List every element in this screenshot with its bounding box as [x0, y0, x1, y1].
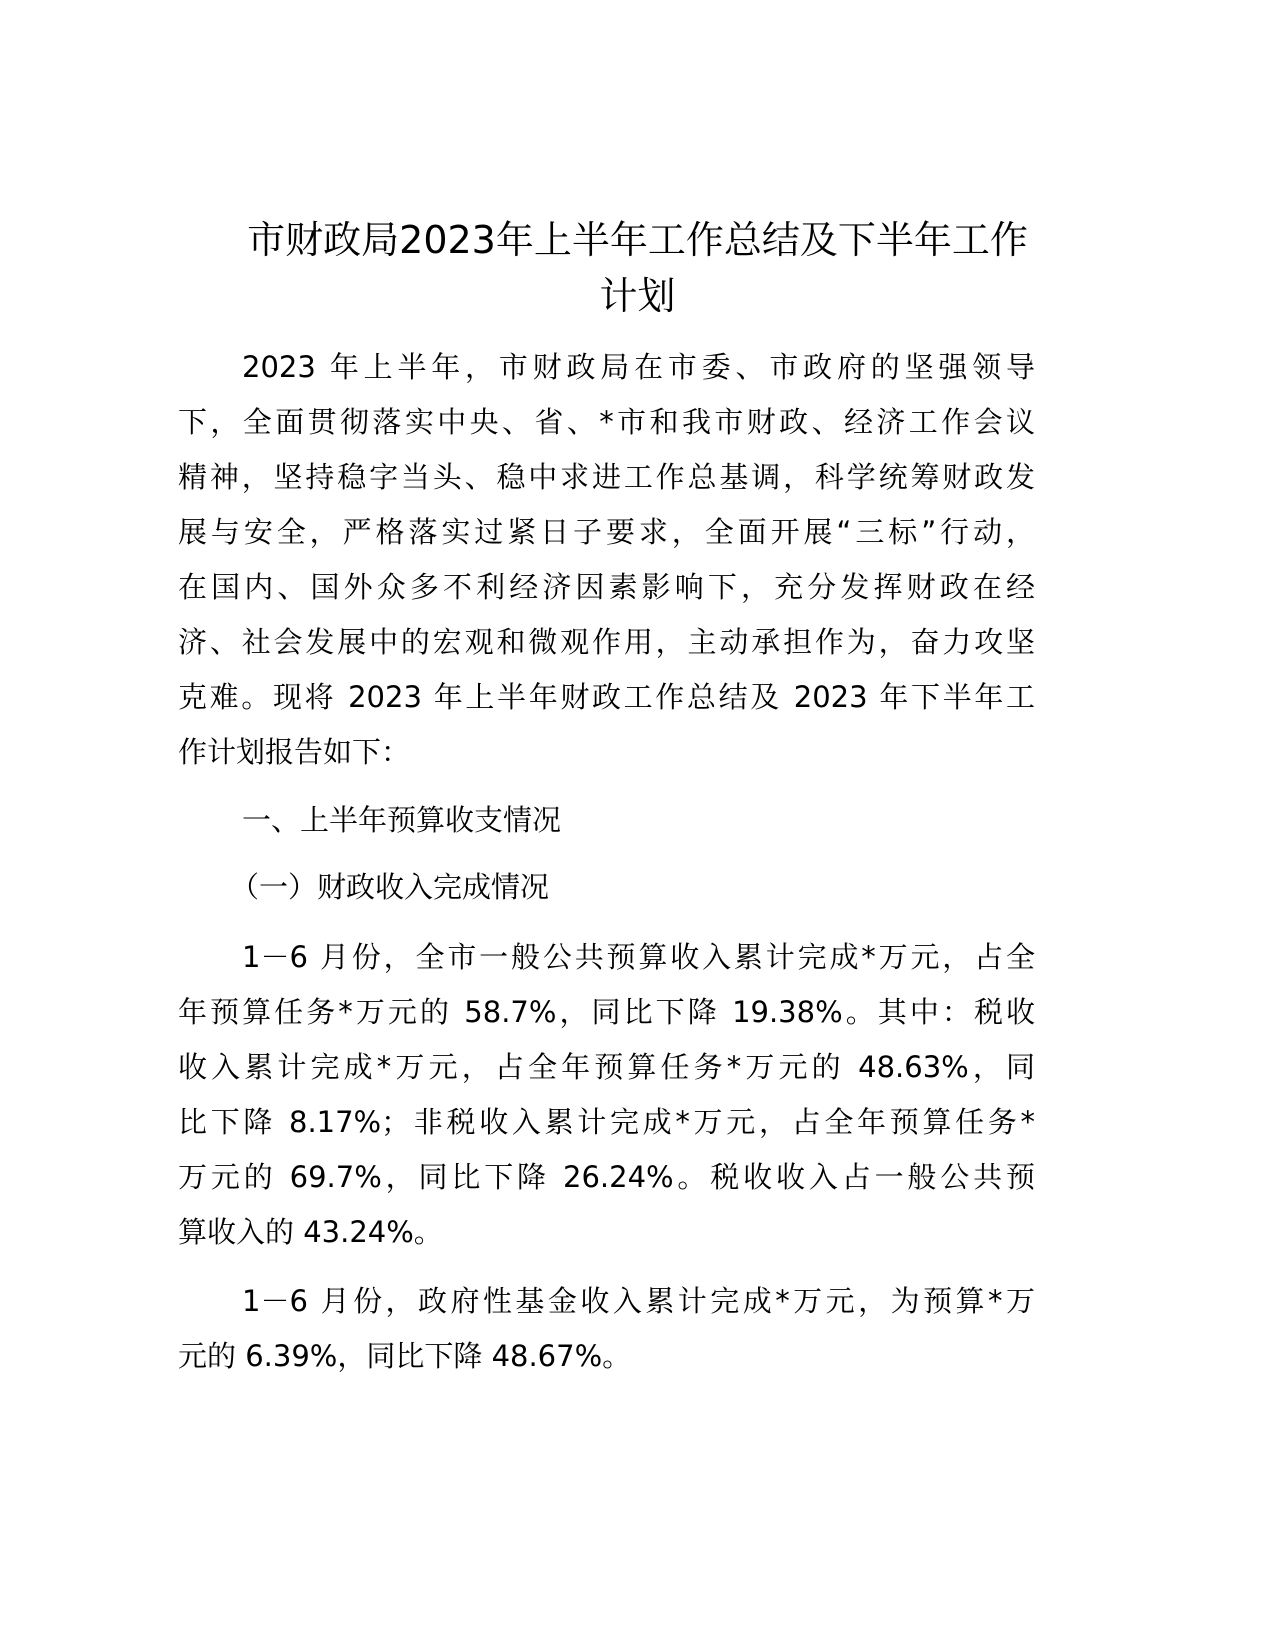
text-line: 年预算任务*万元的 58.7%，同比下降 19.38%。其中：税收	[178, 995, 1035, 1029]
text-line: 在国内、国外众多不利经济因素影响下，充分发挥财政在经	[178, 570, 1035, 604]
text-line: 1－6 月份，政府性基金收入累计完成*万元，为预算*万	[242, 1284, 1035, 1318]
text-line: 克难。现将 2023 年上半年财政工作总结及 2023 年下半年工	[178, 680, 1035, 714]
text-line: 算收入的 43.24%。	[178, 1215, 443, 1249]
text-line: 下，全面贯彻落实中央、省、*市和我市财政、经济工作会议	[178, 405, 1035, 439]
text-line: 作计划报告如下：	[178, 735, 411, 769]
subsection-heading: （一）财政收入完成情况	[230, 870, 550, 904]
text-line: 精神，坚持稳字当头、稳中求进工作总基调，科学统筹财政发	[178, 460, 1035, 494]
section-heading: 一、上半年预算收支情况	[242, 803, 562, 837]
text-line: 2023 年上半年，市财政局在市委、市政府的坚强领导	[242, 350, 1035, 384]
text-line: 收入累计完成*万元，占全年预算任务*万元的 48.63%，同	[178, 1050, 1035, 1084]
title-line: 计划	[599, 274, 676, 318]
title-line: 市财政局2023年上半年工作总结及下半年工作	[247, 218, 1028, 262]
text-line: 比下降 8.17%；非税收入累计完成*万元，占全年预算任务*	[178, 1105, 1035, 1139]
text-line: 1－6 月份，全市一般公共预算收入累计完成*万元，占全	[242, 940, 1035, 974]
text-line: 元的 6.39%，同比下降 48.67%。	[178, 1339, 632, 1373]
text-line: 展与安全，严格落实过紧日子要求，全面开展“三标”行动，	[178, 515, 1035, 549]
text-line: 万元的 69.7%，同比下降 26.24%。税收收入占一般公共预	[178, 1160, 1035, 1194]
text-line: 济、社会发展中的宏观和微观作用，主动承担作为，奋力攻坚	[178, 625, 1035, 659]
